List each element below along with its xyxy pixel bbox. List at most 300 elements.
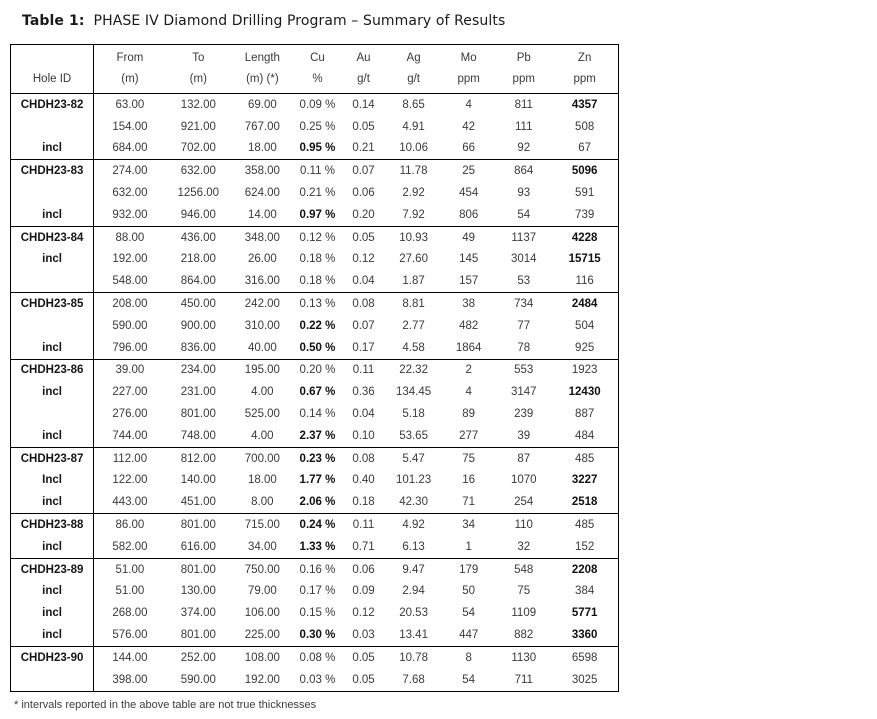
cell-length: 4.00 [251,386,274,399]
cell-cu: 0.15 % [299,607,336,620]
cell-from: 796.00 [112,341,148,354]
cell-to: 130.00 [180,585,216,598]
cell-length: 242.00 [231,293,294,315]
header-zn-unit: ppm [573,73,596,85]
cell-zn: 508 [575,120,595,133]
cell-to: 436.00 [166,226,231,248]
header-cu [294,45,341,94]
table-row [11,425,619,447]
cell-to: 616.00 [180,540,216,553]
cell-zn: 152 [575,540,595,553]
cell-mo: 454 [459,187,479,200]
cell-au: 0.71 [352,540,375,553]
cell-ag: 7.68 [402,673,425,686]
row-label-incl: incl [11,624,94,646]
cell-pb: 711 [514,673,533,686]
cell-mo: 34 [441,514,496,536]
cell-zn: 12430 [568,386,601,399]
cell-to: 451.00 [180,496,216,509]
header-zn [551,45,618,94]
cell-to: 231.00 [180,386,216,399]
cell-from: 154.00 [112,120,148,133]
hole-id: CHDH23-90 [11,646,94,668]
cell-au: 0.08 [341,293,386,315]
row-label-empty [11,403,94,425]
cell-ag: 2.77 [402,319,425,332]
cell-from: 88.00 [94,226,166,248]
cell-length: 8.00 [251,496,274,509]
table-row [11,270,619,292]
table-row [11,337,619,359]
cell-mo: 482 [459,319,479,332]
header-mo-unit: ppm [457,73,480,85]
cell-pb: 553 [496,359,551,381]
cell-ag: 10.78 [386,646,441,668]
cell-zn: 6598 [551,646,618,668]
cell-to: 801.00 [166,514,231,536]
cell-zn: 5771 [571,607,598,620]
cell-to: 864.00 [180,275,216,288]
cell-cu: 0.08 % [294,646,341,668]
cell-ag: 2.92 [402,187,425,200]
cell-mo: 42 [462,120,476,133]
cell-ag: 6.13 [402,540,425,553]
cell-mo: 145 [459,253,479,266]
cell-to: 252.00 [166,646,231,668]
cell-from: 548.00 [112,275,148,288]
cell-zn: 739 [575,208,595,221]
cell-au: 0.40 [352,474,375,487]
cell-pb: 53 [517,275,531,288]
drill-results-table [10,44,619,692]
cell-mo: 157 [459,275,479,288]
cell-length: 18.00 [247,474,277,487]
cell-from: 443.00 [112,496,148,509]
cell-mo: 89 [462,408,476,421]
table-row [11,160,619,182]
cell-cu: 1.77 % [299,474,336,487]
row-label-incl: incl [11,381,94,403]
cell-pb: 39 [517,429,531,442]
cell-au: 0.11 [341,359,386,381]
cell-zn: 3360 [571,629,598,642]
cell-length: 14.00 [247,208,277,221]
cell-mo: 75 [441,447,496,469]
table-row [11,558,619,580]
cell-mo: 49 [441,226,496,248]
cell-from: 39.00 [94,359,166,381]
cell-mo: 179 [441,558,496,580]
header-mo [441,45,496,94]
cell-zn: 15715 [568,253,601,266]
cell-au: 0.06 [352,187,375,200]
table-row [11,581,619,603]
table-row [11,293,619,315]
cell-cu: 0.11 % [294,160,341,182]
cell-to: 234.00 [166,359,231,381]
table-row [11,138,619,160]
cell-ag: 42.30 [399,496,428,509]
cell-length: 700.00 [231,447,294,469]
table-row [11,204,619,226]
cell-ag: 8.65 [386,94,441,116]
cell-zn: 484 [575,429,595,442]
table-title-label: Table 1: [22,13,85,29]
cell-cu: 0.97 % [299,208,336,221]
cell-length: 40.00 [247,341,277,354]
table-row [11,116,619,138]
cell-to: 450.00 [166,293,231,315]
cell-to: 921.00 [180,120,216,133]
cell-cu: 0.14 % [299,408,336,421]
cell-pb: 110 [496,514,551,536]
cell-length: 715.00 [231,514,294,536]
table-row [11,381,619,403]
cell-cu: 0.17 % [299,585,336,598]
row-label-empty [11,270,94,292]
header-au [341,45,386,94]
cell-zn: 4357 [551,94,618,116]
cell-length: 525.00 [244,408,280,421]
cell-cu: 2.06 % [299,496,336,509]
cell-pb: 1070 [510,474,537,487]
cell-au: 0.05 [352,673,375,686]
cell-mo: 16 [462,474,476,487]
cell-ag: 11.78 [386,160,441,182]
cell-ag: 4.92 [386,514,441,536]
cell-from: 51.00 [115,585,145,598]
cell-cu: 0.30 % [299,629,336,642]
cell-ag: 1.87 [402,275,425,288]
header-row [11,45,619,94]
cell-length: 750.00 [231,558,294,580]
header-zn-unit-top: Zn [577,52,592,64]
cell-from: 227.00 [112,386,148,399]
cell-pb: 54 [517,208,531,221]
cell-pb: 864 [496,160,551,182]
cell-ag: 134.45 [395,386,432,399]
cell-from: 112.00 [94,447,166,469]
cell-from: 122.00 [112,474,148,487]
cell-au: 0.04 [352,408,375,421]
cell-zn: 5096 [551,160,618,182]
row-label-empty [11,669,94,691]
row-label-incl: incl [11,425,94,447]
cell-from: 86.00 [94,514,166,536]
table-row [11,94,619,116]
cell-cu: 0.95 % [299,142,336,155]
cell-cu: 0.12 % [294,226,341,248]
table-row [11,447,619,469]
header-ag-unit: g/t [407,73,420,85]
cell-zn: 591 [575,187,595,200]
cell-zn: 116 [575,275,594,288]
cell-au: 0.08 [341,447,386,469]
cell-ag: 53.65 [399,429,428,442]
table-row [11,249,619,271]
table-row [11,491,619,513]
cell-pb: 111 [515,120,533,133]
cell-length: 108.00 [231,646,294,668]
header-hole-id [11,45,94,94]
cell-ag: 8.81 [386,293,441,315]
header-to [166,45,231,94]
cell-from: 63.00 [94,94,166,116]
cell-from: 576.00 [112,629,148,642]
cell-au: 0.21 [352,142,375,155]
cell-zn: 3227 [571,474,598,487]
cell-length: 195.00 [231,359,294,381]
cell-length: 106.00 [244,607,280,620]
cell-to: 836.00 [180,341,216,354]
cell-au: 0.05 [341,646,386,668]
cell-cu: 0.67 % [299,386,336,399]
cell-pb: 92 [517,142,531,155]
cell-pb: 87 [496,447,551,469]
cell-zn: 1923 [551,359,618,381]
cell-mo: 806 [459,208,479,221]
cell-pb: 254 [514,496,534,509]
cell-zn: 67 [578,142,592,155]
table-row [11,470,619,492]
cell-cu: 0.18 % [299,253,336,266]
header-length [231,45,294,94]
header-from [94,45,166,94]
cell-cu: 0.25 % [299,120,336,133]
cell-from: 398.00 [112,673,148,686]
header-pb-unit-top: Pb [516,52,531,64]
hole-id: CHDH23-84 [11,226,94,248]
cell-au: 0.12 [352,607,375,620]
cell-au: 0.14 [341,94,386,116]
cell-pb: 882 [514,629,534,642]
row-label-incl: incl [11,337,94,359]
cell-zn: 3025 [571,673,598,686]
cell-mo: 4 [441,94,496,116]
cell-au: 0.07 [341,160,386,182]
cell-from: 932.00 [112,208,148,221]
header-ag [386,45,441,94]
header-cu-unit: % [312,73,323,85]
table-row [11,669,619,691]
cell-from: 590.00 [112,319,148,332]
table-row [11,646,619,668]
cell-ag: 13.41 [399,629,428,642]
table-row [11,514,619,536]
row-label-empty [11,116,94,138]
row-label-incl: incl [11,491,94,513]
cell-cu: 0.18 % [299,275,336,288]
hole-id: CHDH23-83 [11,160,94,182]
table-row [11,536,619,558]
table-row [11,624,619,646]
row-label-incl: incl [11,602,94,624]
cell-ag: 5.47 [386,447,441,469]
cell-pb: 548 [496,558,551,580]
cell-to: 946.00 [180,208,216,221]
row-label-incl: incl [11,138,94,160]
cell-cu: 0.03 % [299,673,336,686]
hole-id: CHDH23-85 [11,293,94,315]
cell-mo: 447 [459,629,479,642]
cell-to: 140.00 [180,474,216,487]
cell-pb: 3147 [510,386,537,399]
cell-cu: 0.23 % [294,447,341,469]
cell-mo: 277 [459,429,479,442]
cell-to: 702.00 [180,142,216,155]
cell-ag: 20.53 [399,607,428,620]
cell-to: 218.00 [180,253,216,266]
hole-id: CHDH23-86 [11,359,94,381]
cell-length: 624.00 [244,187,280,200]
cell-ag: 2.94 [402,585,425,598]
cell-pb: 93 [517,187,531,200]
hole-id: CHDH23-82 [11,94,94,116]
cell-to: 812.00 [166,447,231,469]
cell-cu: 0.16 % [294,558,341,580]
cell-zn: 2208 [551,558,618,580]
cell-au: 0.11 [341,514,386,536]
header-pb-unit: ppm [512,73,535,85]
table-title [22,13,877,29]
footnote: * intervals reported in the above table are not true thicknesses [14,698,317,711]
row-label-empty [11,182,94,204]
table-title-text: PHASE IV Diamond Drilling Program – Summary of Results [93,13,506,29]
cell-length: 34.00 [247,540,277,553]
cell-length: 767.00 [244,120,280,133]
hole-id: CHDH23-88 [11,514,94,536]
cell-au: 0.05 [352,120,375,133]
table-row [11,403,619,425]
cell-cu: 0.50 % [299,341,336,354]
cell-pb: 811 [496,94,551,116]
header-cu-unit-top: Cu [310,52,325,64]
cell-pb: 734 [496,293,551,315]
cell-to: 374.00 [180,607,216,620]
cell-pb: 75 [517,585,531,598]
cell-ag: 22.32 [386,359,441,381]
cell-au: 0.06 [341,558,386,580]
cell-mo: 66 [462,142,476,155]
cell-zn: 485 [551,514,618,536]
cell-to: 132.00 [166,94,231,116]
cell-length: 69.00 [231,94,294,116]
cell-to: 900.00 [180,319,216,332]
cell-length: 310.00 [244,319,280,332]
cell-au: 0.10 [352,429,375,442]
cell-from: 268.00 [112,607,148,620]
cell-cu: 0.22 % [299,319,336,332]
cell-from: 276.00 [112,408,148,421]
cell-mo: 4 [465,386,472,399]
cell-pb: 1130 [496,646,551,668]
table-row [11,315,619,337]
header-length-unit: (m) (*) [246,73,279,85]
cell-from: 632.00 [112,187,148,200]
cell-mo: 71 [462,496,476,509]
row-label-empty [11,315,94,337]
cell-from: 582.00 [112,540,148,553]
cell-ag: 4.91 [402,120,425,133]
cell-au: 0.17 [352,341,375,354]
cell-pb: 3014 [510,253,537,266]
cell-to: 748.00 [180,429,216,442]
header-pb [496,45,551,94]
cell-from: 274.00 [94,160,166,182]
header-hole-id-label: Hole ID [32,73,72,85]
table-row [11,182,619,204]
cell-to: 632.00 [166,160,231,182]
cell-mo: 8 [441,646,496,668]
cell-au: 0.05 [341,226,386,248]
row-label-incl: incl [11,536,94,558]
cell-zn: 925 [575,341,595,354]
cell-zn: 485 [551,447,618,469]
cell-cu: 0.24 % [294,514,341,536]
table-header [11,45,619,94]
cell-au: 0.04 [352,275,375,288]
cell-au: 0.12 [352,253,375,266]
header-to-unit-top: To [192,52,205,64]
cell-ag: 9.47 [386,558,441,580]
cell-pb: 1109 [511,607,537,620]
cell-length: 18.00 [247,142,277,155]
cell-mo: 25 [441,160,496,182]
cell-ag: 5.18 [402,408,425,421]
cell-to: 801.00 [180,408,216,421]
cell-pb: 77 [517,319,531,332]
hole-id: CHDH23-87 [11,447,94,469]
cell-au: 0.36 [352,386,375,399]
cell-pb: 32 [517,540,531,553]
cell-zn: 384 [575,585,595,598]
cell-cu: 2.37 % [299,429,336,442]
cell-au: 0.03 [352,629,375,642]
header-to-unit: (m) [189,73,207,85]
cell-to: 1256.00 [177,187,220,200]
cell-au: 0.07 [352,319,375,332]
cell-length: 192.00 [244,673,280,686]
cell-from: 144.00 [94,646,166,668]
row-label-incl: incl [11,204,94,226]
cell-au: 0.18 [352,496,375,509]
table-row [11,602,619,624]
cell-to: 801.00 [180,629,216,642]
cell-ag: 10.93 [386,226,441,248]
cell-length: 316.00 [244,275,280,288]
cell-au: 0.09 [352,585,375,598]
table-row [11,359,619,381]
cell-ag: 101.23 [395,474,432,487]
cell-cu: 0.20 % [294,359,341,381]
cell-length: 26.00 [247,253,277,266]
cell-pb: 78 [517,341,531,354]
cell-pb: 239 [514,408,534,421]
cell-zn: 504 [575,319,595,332]
cell-mo: 1864 [455,341,482,354]
cell-pb: 1137 [496,226,551,248]
header-au-unit-top: Au [356,52,371,64]
cell-to: 801.00 [166,558,231,580]
cell-length: 358.00 [231,160,294,182]
header-mo-unit-top: Mo [460,52,477,64]
cell-cu: 0.21 % [299,187,336,200]
cell-mo: 1 [465,540,472,553]
cell-cu: 0.09 % [294,94,341,116]
cell-zn: 887 [575,408,595,421]
header-from-unit: (m) [121,73,139,85]
header-from-unit-top: From [116,52,144,64]
